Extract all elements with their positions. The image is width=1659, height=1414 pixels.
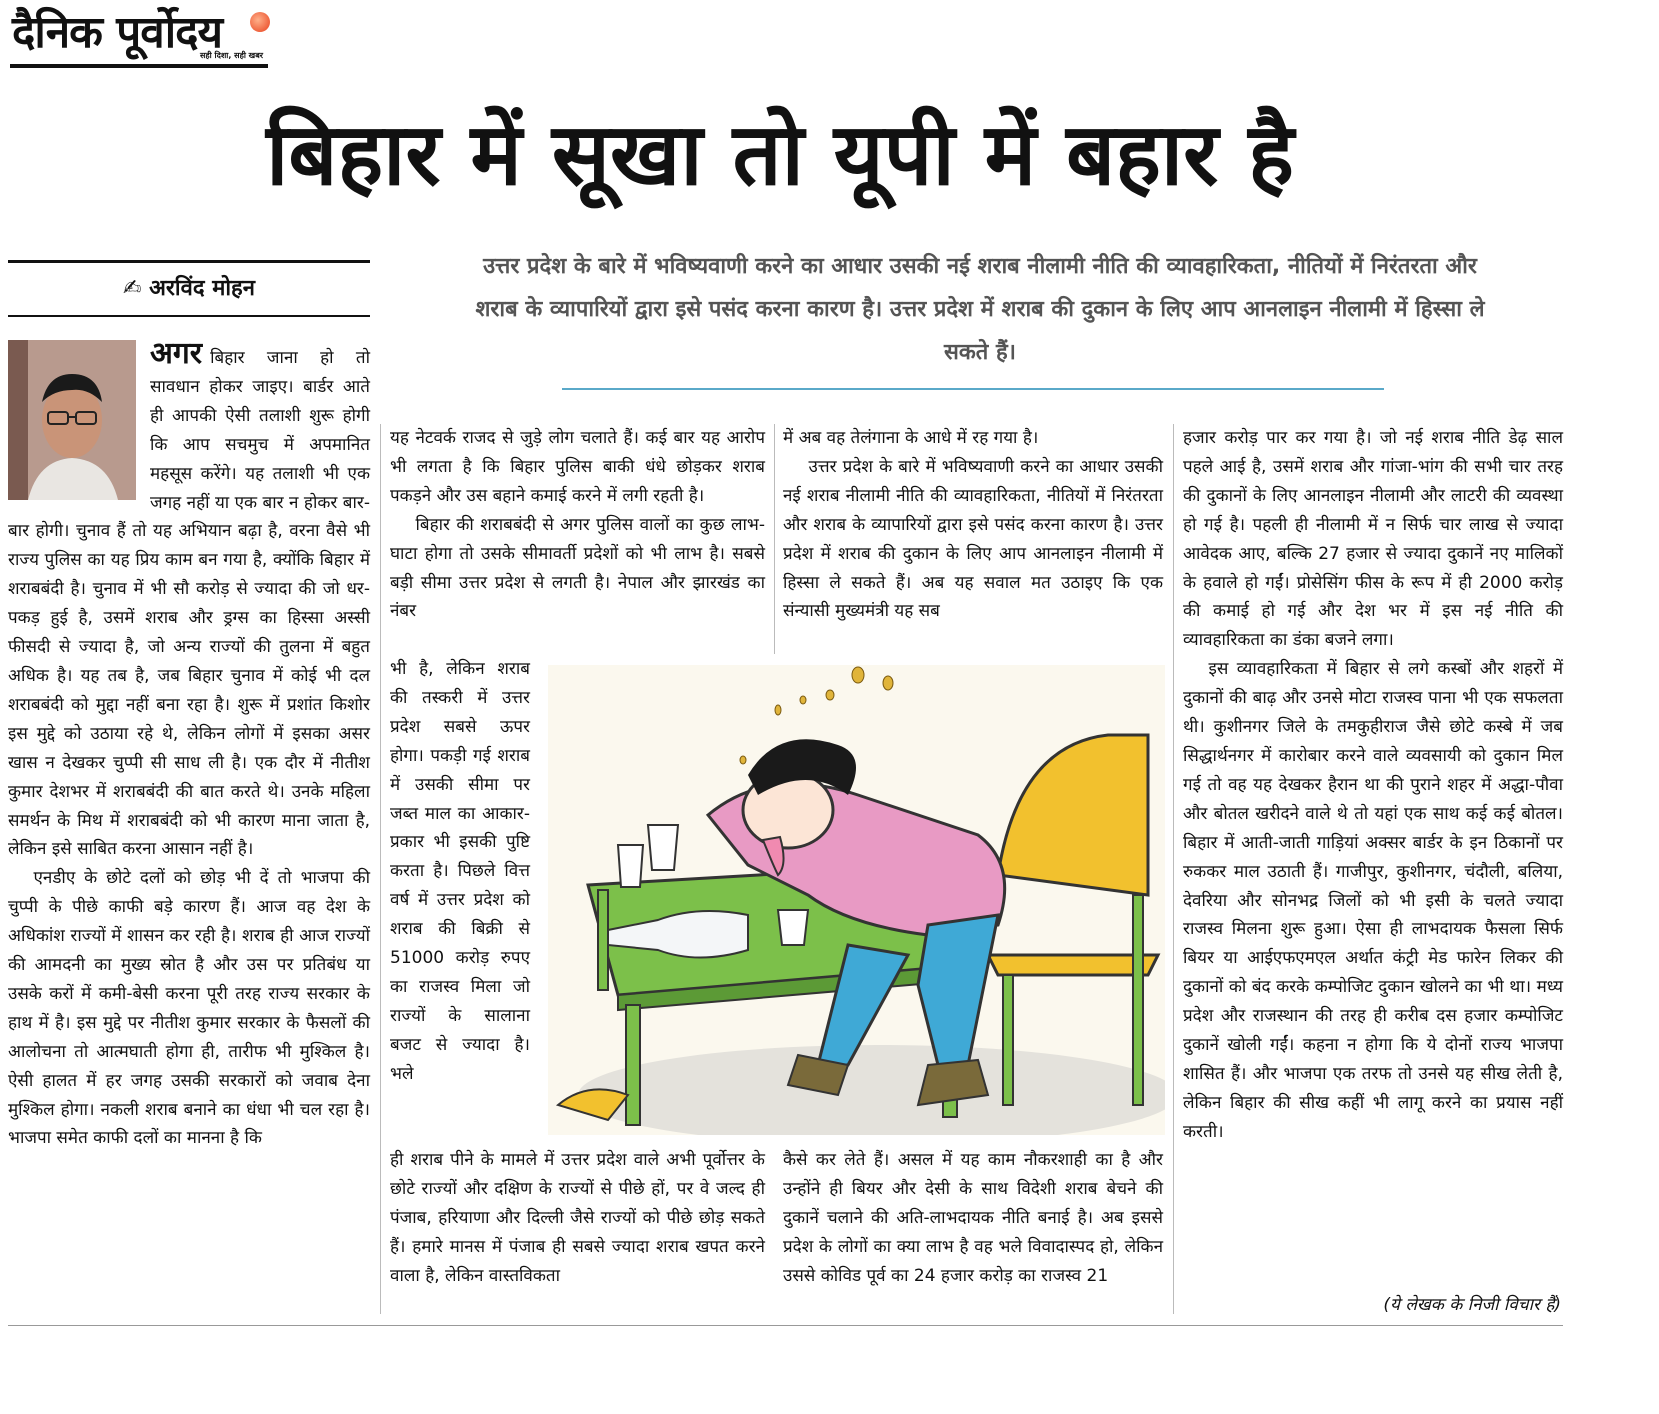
masthead-rule (10, 64, 268, 68)
headline: बिहार में सूखा तो यूपी में बहार है (266, 105, 1294, 205)
paragraph: उत्तर प्रदेश के बारे में भविष्यवाणी करने का आधार उसकी नई शराब नीलामी नीति की व्यावहारिकता, नीतियों में निरंतरता और शराब के व्यापारियों द्वारा इसे पसंद करना कारण है। उत्तर प्रदेश में शराब की दुकान के लिए आप आनलाइन नीलामी में हिस्सा ले सकते हैं। अब यह सवाल मत उठाइए कि एक संन्यासी मुख्यमंत्री यह सब (783, 456, 1163, 622)
column-divider (380, 424, 381, 1314)
paragraph: एनडीए के छोटे दलों को छोड़ भी दें तो भाजपा की चुप्पी के पीछे काफी बड़े कारण हैं। आज वह देश के अधिकांश राज्यों में शासन कर रही है। शराब ही आज राज्यों की आमदनी का मुख्य स्रोत है और उस पर प्रतिबंध या उसके करों में कमी-बेसी करना पूरी तरह राज्य सरकार के हाथ में है। इस मुद्दे पर नीतीश कुमार सरकार के फैसलों की आलोचना तो आत्मघाती होगा ही, तारीफ भी मुश्किल है। ऐसी हालत में हर जगह उसकी सरकारों को जवाब देना मुश्किल होगा। नकली शराब बनाने का धंधा भी चल रहा है। भाजपा समेत काफी दलों का मानना है कि (8, 868, 370, 1149)
article-column-3-top (783, 424, 1163, 626)
standfirst: उत्तर प्रदेश के बारे में भविष्यवाणी करने का आधार उसकी नई शराब नीलामी नीति की व्यावहारिकता, नीतियों में निरंतरता और शराब के व्यापारियों द्वारा इसे पसंद करना कारण है। उत्तर प्रदेश में शराब की दुकान के लिए आप आनलाइन नीलामी में हिस्सा ले सकते हैं। (475, 254, 1485, 365)
author-photo (8, 340, 136, 500)
paragraph: भी है, लेकिन शराब की तस्करी में उत्तर प्रदेश सबसे ऊपर होगा। पकड़ी गई शराब में उसकी सीमा पर जब्त माल का आकार-प्रकार भी इसकी पुष्टि करता है। पिछले वित्त वर्ष में उत्तर प्रदेश को शराब की बिक्री से 51000 करोड़ रुपए का राजस्व मिला जो राज्यों के सालाना बजट से ज्यादा है। भले (390, 659, 530, 1084)
dropcap: अगर (150, 336, 203, 371)
paragraph: ही शराब पीने के मामले में उत्तर प्रदेश वाले अभी पूर्वोत्तर के छोटे राज्यों और दक्षिण के राज्यों से पीछे हों, पर वे जल्द ही पंजाब, हरियाणा और दिल्ली जैसे राज्यों को पीछे छोड़ सकते हैं। हमारे मानस में पंजाब ही सबसे ज्यादा शराब खपत करने वाला है, लेकिन वास्तविकता (390, 1150, 765, 1286)
masthead-logo: दैनिक पूर्वोदय (12, 7, 223, 58)
paragraph: बिहार की शराबबंदी से अगर पुलिस वालों का कुछ लाभ-घाटा होगा तो उसके सीमावर्ती प्रदेशों को भी लाभ है। सबसे बड़ी सीमा उत्तर प्रदेश से लगती है। नेपाल और झारखंड का नंबर (390, 514, 765, 622)
drunk-man-cartoon (548, 665, 1165, 1135)
article-column-1 (8, 336, 370, 1153)
author-disclaimer: (ये लेखक के निजी विचार हैं) (1383, 1295, 1561, 1315)
divider (8, 315, 370, 317)
paragraph: इस व्यावहारिकता में बिहार से लगे कस्बों और शहरों में दुकानों की बाढ़ और उनसे मोटा राजस्व पाना भी एक सफलता थी। कुशीनगर जिले के तमकुहीराज जैसे छोटे कस्बे में जब सिद्धार्थनगर में कारोबार करने वाले व्यवसायी को दुकान मिल गई तो वह यह देखकर हैरान था की पुराने शहर में अद्धा-पौवा और बोतल खरीदने वाले थे तो यहां एक साथ कई कई बोतल। बिहार में आती-जाती गाड़ियां अक्सर बार्डर के इन ठिकानों पर रुककर माल उठाती हैं। गाजीपुर, कुशीनगर, चंदौली, बलिया, देवरिया और सोनभद्र जिलों को भी इसी के चलते ज्यादा राजस्व मिलना शुरू हुआ। ऐसा ही लाभदायक फैसला सिर्फ बियर या आईएफएमएल अर्थात कंट्री मेड फारेन लिकर की दुकानों को बंद करके कम्पोजिट दुकान खोलने का भी था। मध्य प्रदेश और राजस्थान की तरह ही करीब दस हजार कम्पोजिट दुकानें खोली गईं। कहना न होगा कि ये दोनों राज्य भाजपा शासित हैं। और भाजपा एक तरफ तो उनसे यह सीख लेती है, लेकिन बिहार की सीख कहीं भी लागू करने का प्रयास नहीं करती। (1183, 659, 1563, 1142)
byline (8, 272, 370, 302)
bottom-rule (8, 1325, 1563, 1326)
article-column-2-top (390, 424, 765, 626)
article-column-3-bottom (783, 1146, 1163, 1291)
logo-sun-icon (250, 12, 270, 32)
divider (8, 260, 370, 263)
masthead-tagline: सही दिशा, सही खबर (200, 51, 264, 60)
column-divider (1173, 424, 1174, 1314)
article-column-4 (1183, 424, 1563, 1147)
paragraph: हजार करोड़ पार कर गया है। जो नई शराब नीति डेढ़ साल पहले आई है, उसमें शराब और गांजा-भांग की सभी चार तरह की दुकानों के लिए आनलाइन नीलामी और लाटरी की व्यवस्था हो गई है। पहली ही नीलामी में न सिर्फ चार लाख से ज्यादा आवेदक आए, बल्कि 27 हजार से ज्यादा दुकानें नए मालिकों के हवाले हो गईं। प्रोसेसिंग फीस के रूप में ही 2000 करोड़ की कमाई हो गई और देश भर में इस नई नीति की व्यावहारिकता का डंका बजने लगा। (1183, 428, 1563, 651)
divider (562, 388, 1384, 390)
paragraph: में अब वह तेलंगाना के आधे में रह गया है। (783, 428, 1039, 448)
paragraph: कैसे कर लेते हैं। असल में यह काम नौकरशाही का है और उन्होंने ही बियर और देसी के साथ विदेशी शराब बेचने की दुकानें चलाने की अति-लाभदायक नीति बनाई है। अब इससे प्रदेश के लोगों का क्या लाभ है वह भले विवादास्पद हो, लेकिन उससे कोविड पूर्व का 24 हजार करोड़ का राजस्व 21 (783, 1150, 1163, 1286)
author-name: अरविंद मोहन (149, 276, 255, 301)
paragraph: बिहार जाना हो तो सावधान होकर जाइए। बार्डर आते ही आपकी ऐसी तलाशी शुरू होगी कि आप सचमुच में अपमानित महसूस करेंगे। यह तलाशी भी एक जगह नहीं या एक बार न होकर बार-बार होगी। चुनाव हैं तो यह अभियान बढ़ा है, वरना वैसे भी राज्य पुलिस का यह प्रिय काम बन गया है, क्योंकि बिहार में शराबबंदी है। चुनाव में भी सौ करोड़ से ज्यादा की जो धर-पकड़ हुई है, उसमें शराब और ड्रग्स का हिस्सा अस्सी फीसदी से ज्यादा है, जो अन्य राज्यों की तुलना में बहुत अधिक है। यह तब है, जब बिहार चुनाव में कोई भी दल शराबबंदी को मुद्दा नहीं बना रहा है। शुरू में प्रशांत किशोर इस मुद्दे को उठाया रहे थे, लेकिन लोगों में इसका असर खास न देखकर चुप्पी सी साध ली है। एक दौर में नीतीश कुमार देशभर में शराबबंदी की बात करते थे। उनके महिला समर्थन के मिथ में शराबबंदी को भी कारण माना जाता है, लेकिन इसे साबित करना आसान नहीं है। (8, 348, 370, 860)
column-divider (774, 424, 775, 654)
paragraph: यह नेटवर्क राजद से जुड़े लोग चलाते हैं। कई बार यह आरोप भी लगता है कि बिहार पुलिस बाकी धंधे छोड़कर शराब पकड़ने और उस बहाने कमाई करने में लगी रहती है। (390, 428, 765, 506)
article-column-2-narrow (390, 655, 530, 1089)
pen-icon: ✍ (123, 276, 150, 301)
article-column-2-bottom (390, 1146, 765, 1291)
